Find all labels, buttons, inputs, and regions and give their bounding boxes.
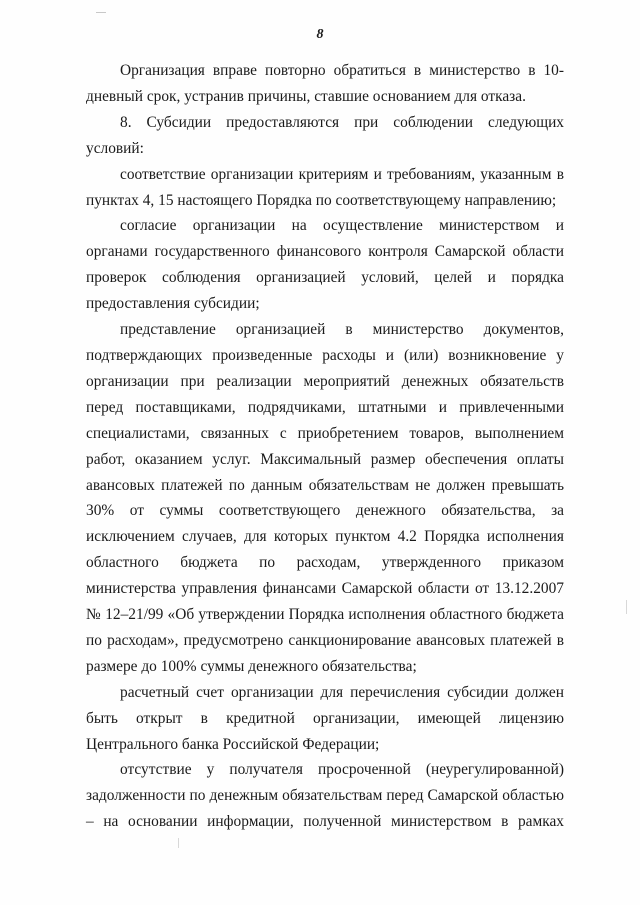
paragraph-clause-8: 8. Субсидии предоставляются при соблюдении следующих условий: bbox=[86, 113, 564, 157]
scan-edge-mark bbox=[96, 12, 106, 13]
paragraph-right-to-reapply: Организация вправе повторно обратиться в министерство в 10-дневный срок, устранив причины, ставшие основанием для отказа. bbox=[86, 62, 564, 105]
paragraph-condition-no-debt: отсутствие у получателя просроченной (неурегулированной) задолженности по денежным обязательствам перед Самарской областью – на основании информации, полученной министерством в рамках bbox=[86, 761, 564, 831]
paragraph-condition-criteria: соответствие организации критериям и требованиям, указанным в пунктах 4, 15 настоящего Порядка по соответствующему направлению; bbox=[86, 165, 564, 209]
scan-edge-mark bbox=[178, 838, 179, 848]
paragraph-condition-bank-account: расчетный счет организации для перечисления субсидии должен быть открыт в кредитной организации, имеющей лицензию Центрального банка Российской Федерации; bbox=[86, 683, 564, 753]
document-body bbox=[86, 58, 564, 835]
paragraph-condition-documents: представление организацией в министерство документов, подтверждающих произведенные расходы и (или) возникновение у организации при реализации мероприятий денежных обязательств перед поставщиками, подрядчиками, штатными и привлеченными специалистами, связанных с приобретением товаров, выполнением работ, оказанием услуг. Максимальный размер обеспечения оплаты авансовых платежей по данным обязательствам не должен превышать 30% от суммы соответствующего денежного обязательства, за исключением случаев, для которых пунктом 4.2 Порядка исполнения областного бюджета по расходам, утвержденного приказом министерства управления финансами Самарской области от 13.12.2007 № 12–21/99 «Об утверждении Порядка исполнения областного бюджета по расходам», предусмотрено санкционирование авансовых платежей в размере до 100% суммы денежного обязательства; bbox=[86, 321, 564, 675]
paragraph-condition-consent: согласие организации на осуществление министерством и органами государственного финансового контроля Самарской области проверок соблюдения организацией условий, целей и порядка предоставления субсидии; bbox=[86, 217, 564, 313]
page-number: 8 bbox=[316, 27, 324, 42]
scan-edge-mark bbox=[626, 600, 627, 614]
